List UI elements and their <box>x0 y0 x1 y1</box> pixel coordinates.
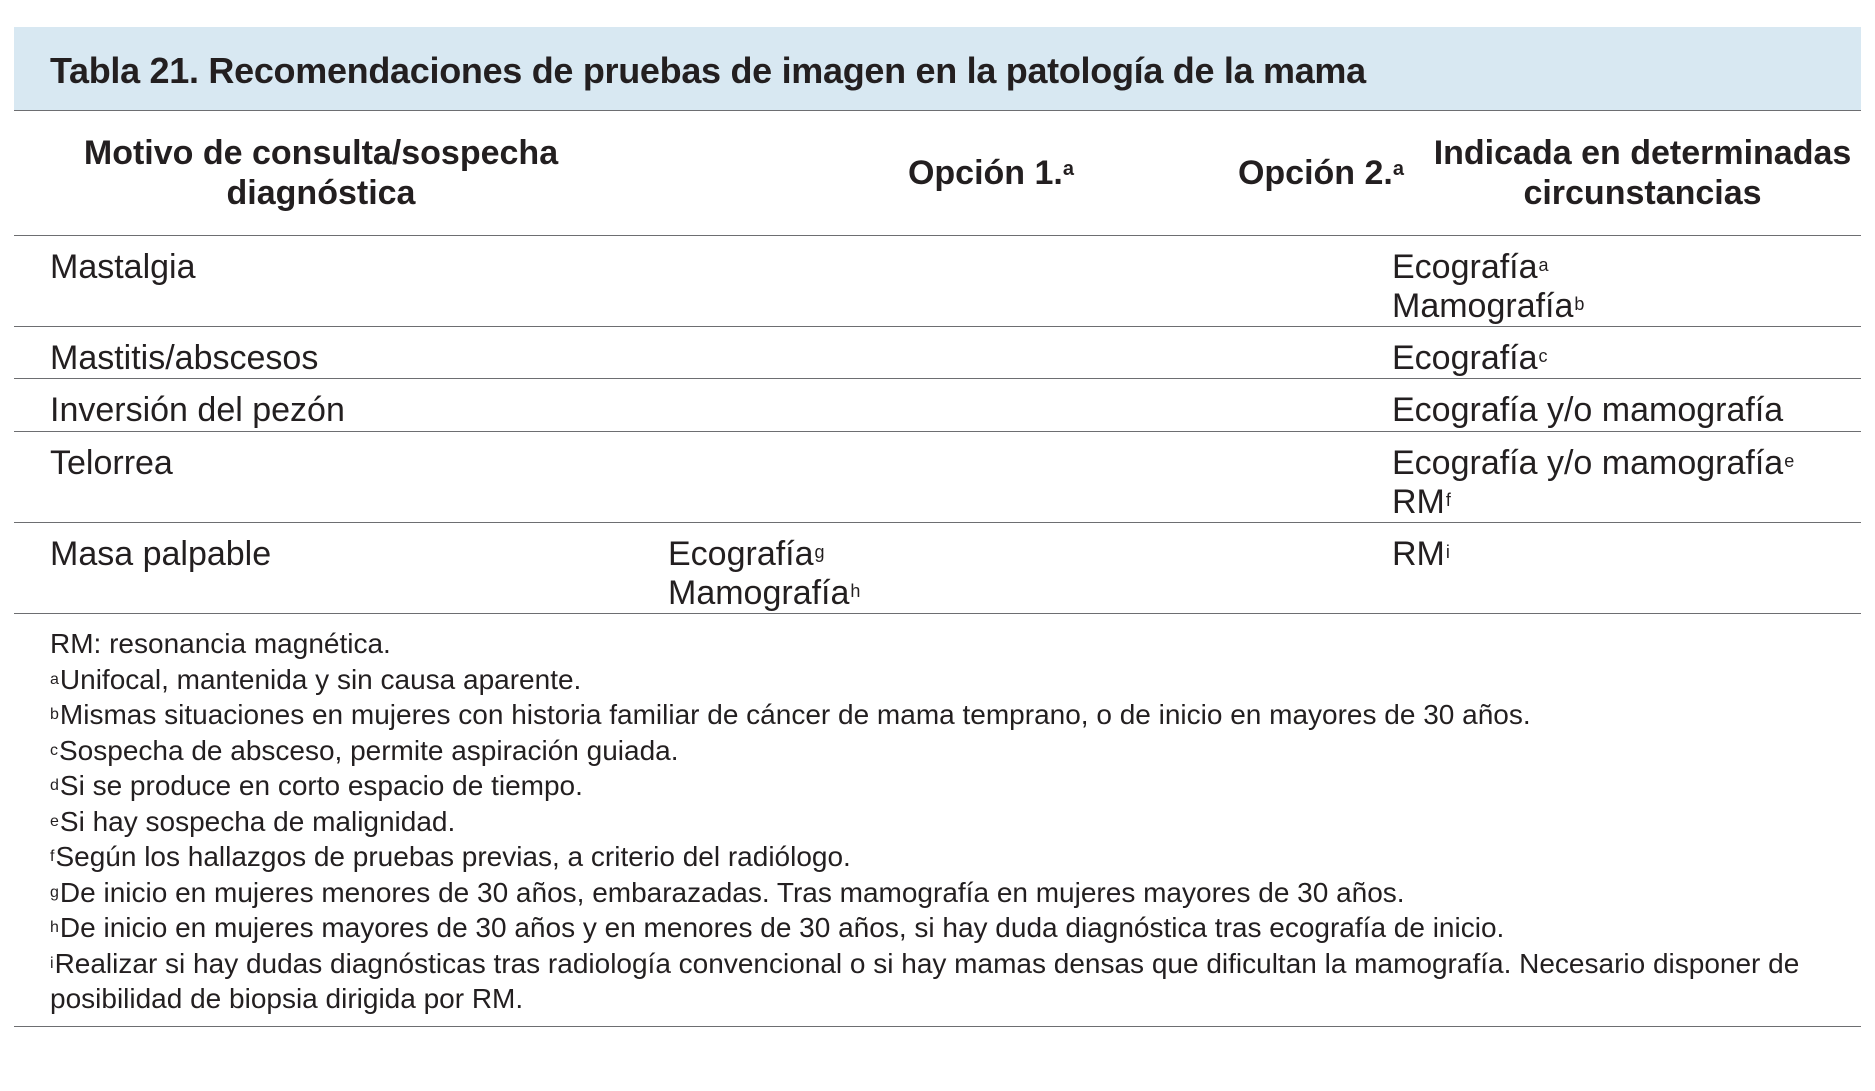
col-header-opcion2: Opción 2.$^a$ <box>1074 111 1404 236</box>
cell-value: Mamografía$^h$ <box>668 574 861 612</box>
footnote-marker: b <box>1574 294 1585 314</box>
table-row <box>14 379 1861 432</box>
cell-value: Ecografía$^c$ <box>1392 339 1548 377</box>
cell-opcion1 <box>668 379 954 432</box>
footnote-marker: i <box>1445 542 1450 562</box>
cell-motivo: Inversión del pezón <box>14 379 788 432</box>
footnote-marker: f <box>1445 490 1451 510</box>
footnote: $^g$De inicio en mujeres menores de 30 años, embarazadas. Tras mamografía en mujeres mayores de 30 años. <box>50 876 1405 908</box>
footnote: $^c$Sospecha de absceso, permite aspiración guiada. <box>50 734 679 766</box>
table-title-bar <box>14 27 1861 111</box>
table-row <box>14 523 1861 614</box>
cell-opcion1 <box>668 236 954 327</box>
footnote: $^f$Según los hallazgos de pruebas previas, a criterio del radiólogo. <box>50 841 851 872</box>
footnote-marker: c <box>1538 346 1548 366</box>
footnote-letter: f <box>50 848 55 865</box>
recommendations-table <box>14 111 1861 614</box>
cell-value: RM$^f$ <box>1392 483 1451 521</box>
col-header-opcion1: Opción 1.$^a$ <box>788 111 1074 236</box>
footnote-marker: e <box>1784 451 1795 471</box>
cell-opcion2 <box>1074 236 1404 327</box>
footnote: $^d$Si se produce en corto espacio de tiempo. <box>50 770 583 801</box>
footnote-letter: h <box>50 919 59 936</box>
footnote: $^i$Realizar si hay dudas diagnósticas tras radiología convencional o si hay mamas densas que dificultan la mamografía. Necesario disponer de posibilidad de biopsia dirigida por RM. <box>50 947 1800 1014</box>
footnote-marker: h <box>850 581 861 601</box>
cell-value: RM$^i$ <box>1392 535 1450 573</box>
cell-indicada <box>1392 523 1849 614</box>
footnote-marker: g <box>814 542 825 562</box>
col-header-motivo: Motivo de consulta/sospecha diagnóstica <box>14 111 788 236</box>
cell-value: Ecografía$^g$ <box>668 535 825 573</box>
cell-indicada <box>1392 432 1849 523</box>
col-header-indicada: Indicada en determinadas circunstancias <box>1404 111 1861 236</box>
footnote-letter: a <box>50 670 59 688</box>
footnote: $^h$De inicio en mujeres mayores de 30 años y en menores de 30 años, si hay duda diagnóstica tras ecografía de inicio. <box>50 912 1505 943</box>
footnote-letter: d <box>50 777 59 794</box>
cell-motivo: Masa palpable <box>14 523 788 614</box>
footnote: $^e$Si hay sospecha de malignidad. <box>50 805 456 837</box>
footnote-marker: a <box>1538 255 1549 275</box>
footnote: $^a$Unifocal, mantenida y sin causa aparente. <box>50 663 582 695</box>
table-row <box>14 236 1861 327</box>
footnote-letter: g <box>50 883 59 901</box>
cell-value: Mamografía$^b$ <box>1392 287 1585 325</box>
footnote-letter: e <box>50 812 59 830</box>
cell-value: Ecografía y/o mamografía <box>1392 391 1784 429</box>
footnote: RM: resonancia magnética. <box>50 628 391 659</box>
footnote-letter: c <box>50 741 58 759</box>
cell-opcion1 <box>668 523 954 614</box>
footnote-letter: b <box>50 706 59 723</box>
cell-indicada <box>1392 327 1849 379</box>
cell-opcion2 <box>1074 432 1404 523</box>
cell-opcion1 <box>668 327 954 379</box>
cell-motivo: Mastitis/abscesos <box>14 327 788 379</box>
footnote: $^b$Mismas situaciones en mujeres con historia familiar de cáncer de mama temprano, o de inicio en mayores de 30 años. <box>50 699 1531 730</box>
cell-indicada <box>1392 379 1849 432</box>
cell-opcion2 <box>1074 379 1404 432</box>
cell-opcion2 <box>1074 327 1404 379</box>
cell-motivo: Telorrea <box>14 432 788 523</box>
table-row <box>14 327 1861 379</box>
table-row <box>14 432 1861 523</box>
cell-motivo: Mastalgia <box>14 236 788 327</box>
cell-value: Ecografía y/o mamografía$^e$ <box>1392 444 1795 482</box>
footnote-letter: i <box>50 954 54 972</box>
table-footnotes <box>14 614 1861 1027</box>
cell-opcion1 <box>668 432 954 523</box>
cell-opcion2 <box>1074 523 1404 614</box>
table-body <box>14 236 1861 614</box>
cell-indicada <box>1392 236 1849 327</box>
table-title: Tabla 21. Recomendaciones de pruebas de imagen en la patología de la mama <box>50 49 1366 91</box>
header-row <box>14 111 1861 236</box>
cell-value: Ecografía$^a$ <box>1392 248 1549 286</box>
table-document <box>14 27 1861 1027</box>
